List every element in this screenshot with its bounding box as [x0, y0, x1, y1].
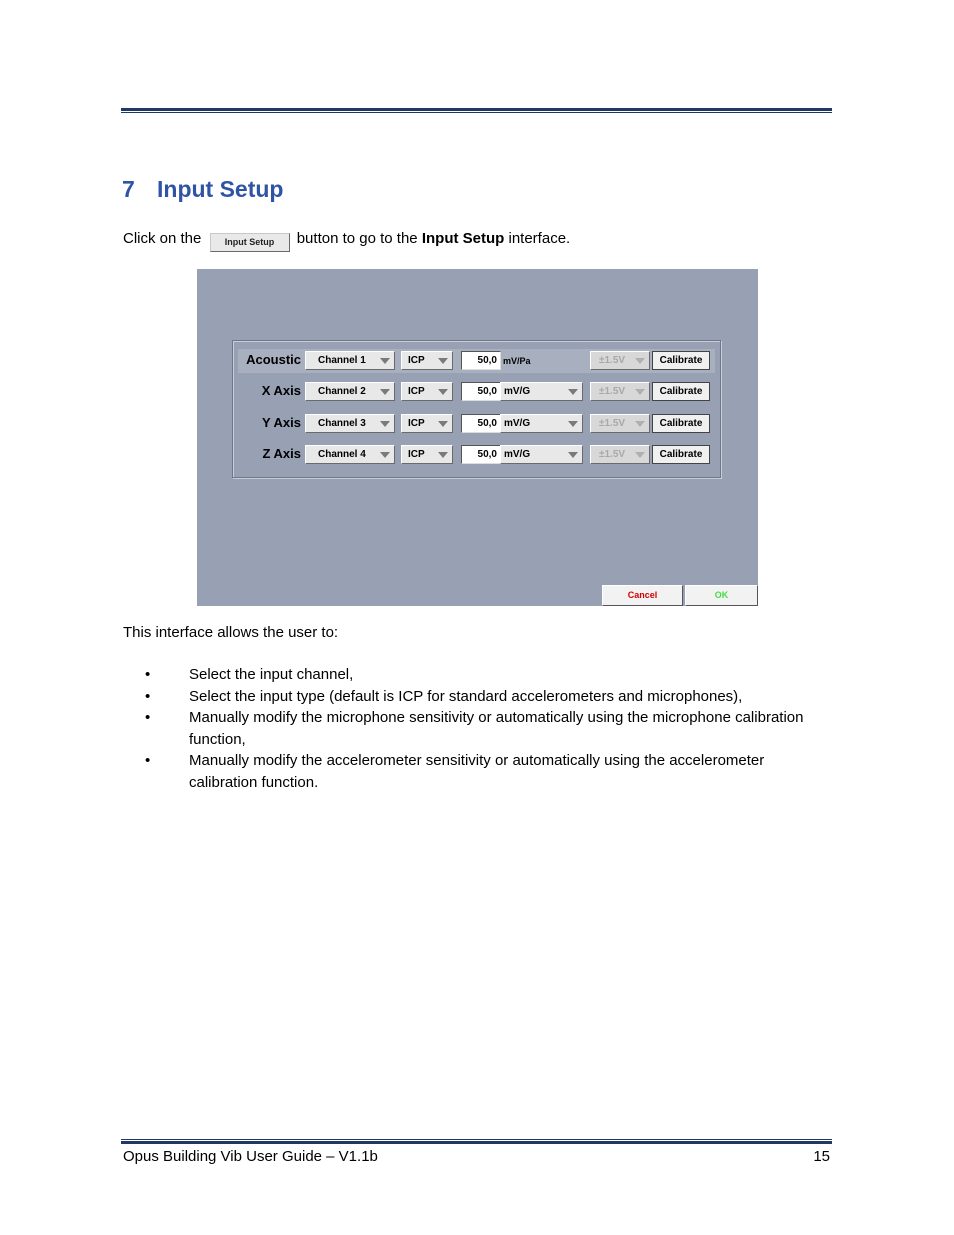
- dropdown-arrow-icon: [380, 358, 390, 364]
- list-item-text: Manually modify the accelerometer sensitivity or automatically using the accelerometer calibration function.: [189, 752, 765, 791]
- input-type-select[interactable]: [401, 445, 453, 464]
- range-select: [590, 445, 650, 464]
- list-item: [123, 750, 823, 793]
- unit-value: mV/G: [504, 418, 531, 429]
- input-type-value: ICP: [408, 386, 425, 397]
- input-row-z-axis: [238, 443, 715, 467]
- dropdown-arrow-icon: [380, 421, 390, 427]
- bullet-icon: •: [145, 687, 151, 705]
- dropdown-arrow-icon: [438, 389, 448, 395]
- cancel-button[interactable]: Cancel: [602, 585, 683, 606]
- list-item: [123, 686, 823, 708]
- channel-value: Channel 3: [318, 418, 366, 429]
- input-setup-screenshot: [197, 269, 758, 606]
- dropdown-arrow-icon: [635, 358, 645, 364]
- calibrate-button[interactable]: Calibrate: [652, 351, 710, 370]
- range-value: ±1.5V: [599, 449, 626, 460]
- dropdown-arrow-icon: [568, 389, 578, 395]
- unit-label: mV/Pa: [503, 356, 531, 366]
- calibrate-button[interactable]: Calibrate: [652, 414, 710, 433]
- input-type-select[interactable]: [401, 351, 453, 370]
- list-item: [123, 707, 823, 750]
- dropdown-arrow-icon: [380, 452, 390, 458]
- range-value: ±1.5V: [599, 418, 626, 429]
- page-number: 15: [813, 1148, 830, 1165]
- footer-title: Opus Building Vib User Guide – V1.1b: [123, 1148, 378, 1165]
- row-label: Z Axis: [262, 446, 301, 461]
- input-type-select[interactable]: [401, 414, 453, 433]
- range-select: [590, 351, 650, 370]
- list-item: [123, 664, 823, 686]
- range-select: [590, 382, 650, 401]
- sensitivity-input[interactable]: 50,0: [461, 382, 501, 401]
- calibrate-button[interactable]: Calibrate: [652, 382, 710, 401]
- intro-text-after: interface.: [508, 230, 571, 247]
- sensitivity-input[interactable]: 50,0: [461, 351, 501, 370]
- unit-value: mV/G: [504, 386, 531, 397]
- list-item-text: Select the input channel,: [189, 666, 354, 683]
- feature-list: [123, 664, 823, 793]
- intro-text-before: Click on the: [123, 230, 202, 247]
- footer-rule: [121, 1139, 832, 1144]
- dropdown-arrow-icon: [438, 452, 448, 458]
- header-rule: [121, 108, 832, 113]
- input-type-value: ICP: [408, 355, 425, 366]
- channel-select[interactable]: [305, 445, 395, 464]
- sensitivity-input[interactable]: 50,0: [461, 414, 501, 433]
- channel-settings-group: [232, 340, 721, 478]
- input-row-y-axis: [238, 412, 715, 436]
- channel-value: Channel 4: [318, 449, 366, 460]
- lead-paragraph: This interface allows the user to:: [123, 624, 339, 641]
- list-item-text: Select the input type (default is ICP for standard accelerometers and microphones),: [189, 687, 743, 705]
- row-label: Y Axis: [261, 415, 301, 430]
- channel-value: Channel 2: [318, 386, 366, 397]
- channel-select[interactable]: [305, 382, 395, 401]
- input-type-value: ICP: [408, 449, 425, 460]
- input-setup-button-image: Input Setup: [210, 233, 290, 252]
- dropdown-arrow-icon: [635, 452, 645, 458]
- sensitivity-input[interactable]: 50,0: [461, 445, 501, 464]
- list-item-text: Manually modify the microphone sensitivity or automatically using the microphone calibration function,: [189, 709, 804, 748]
- section-number: 7: [122, 176, 135, 202]
- unit-select[interactable]: [500, 414, 583, 433]
- unit-select[interactable]: [500, 382, 583, 401]
- calibrate-button[interactable]: Calibrate: [652, 445, 710, 464]
- dropdown-arrow-icon: [568, 421, 578, 427]
- dropdown-arrow-icon: [438, 358, 448, 364]
- row-label: Acoustic: [246, 352, 301, 367]
- dropdown-arrow-icon: [635, 421, 645, 427]
- input-type-select[interactable]: [401, 382, 453, 401]
- input-row-x-axis: [238, 380, 715, 404]
- range-value: ±1.5V: [599, 355, 626, 366]
- channel-select[interactable]: [305, 351, 395, 370]
- dropdown-arrow-icon: [380, 389, 390, 395]
- intro-text-middle: button to go to the: [296, 230, 418, 247]
- dropdown-arrow-icon: [568, 452, 578, 458]
- dropdown-arrow-icon: [635, 389, 645, 395]
- range-value: ±1.5V: [599, 386, 626, 397]
- ok-button[interactable]: OK: [685, 585, 758, 606]
- section-title: Input Setup: [157, 176, 284, 202]
- input-row-acoustic: [238, 349, 715, 373]
- dropdown-arrow-icon: [438, 421, 448, 427]
- input-type-value: ICP: [408, 418, 425, 429]
- section-heading: [122, 176, 283, 203]
- bullet-icon: •: [145, 666, 151, 683]
- intro-paragraph: [123, 229, 570, 252]
- bullet-icon: •: [145, 709, 151, 726]
- unit-select[interactable]: [500, 445, 583, 464]
- channel-value: Channel 1: [318, 355, 366, 366]
- unit-value: mV/G: [504, 449, 531, 460]
- range-select: [590, 414, 650, 433]
- channel-select[interactable]: [305, 414, 395, 433]
- bullet-icon: •: [145, 752, 151, 769]
- intro-bold-text: Input Setup: [421, 230, 505, 247]
- row-label: X Axis: [261, 383, 301, 398]
